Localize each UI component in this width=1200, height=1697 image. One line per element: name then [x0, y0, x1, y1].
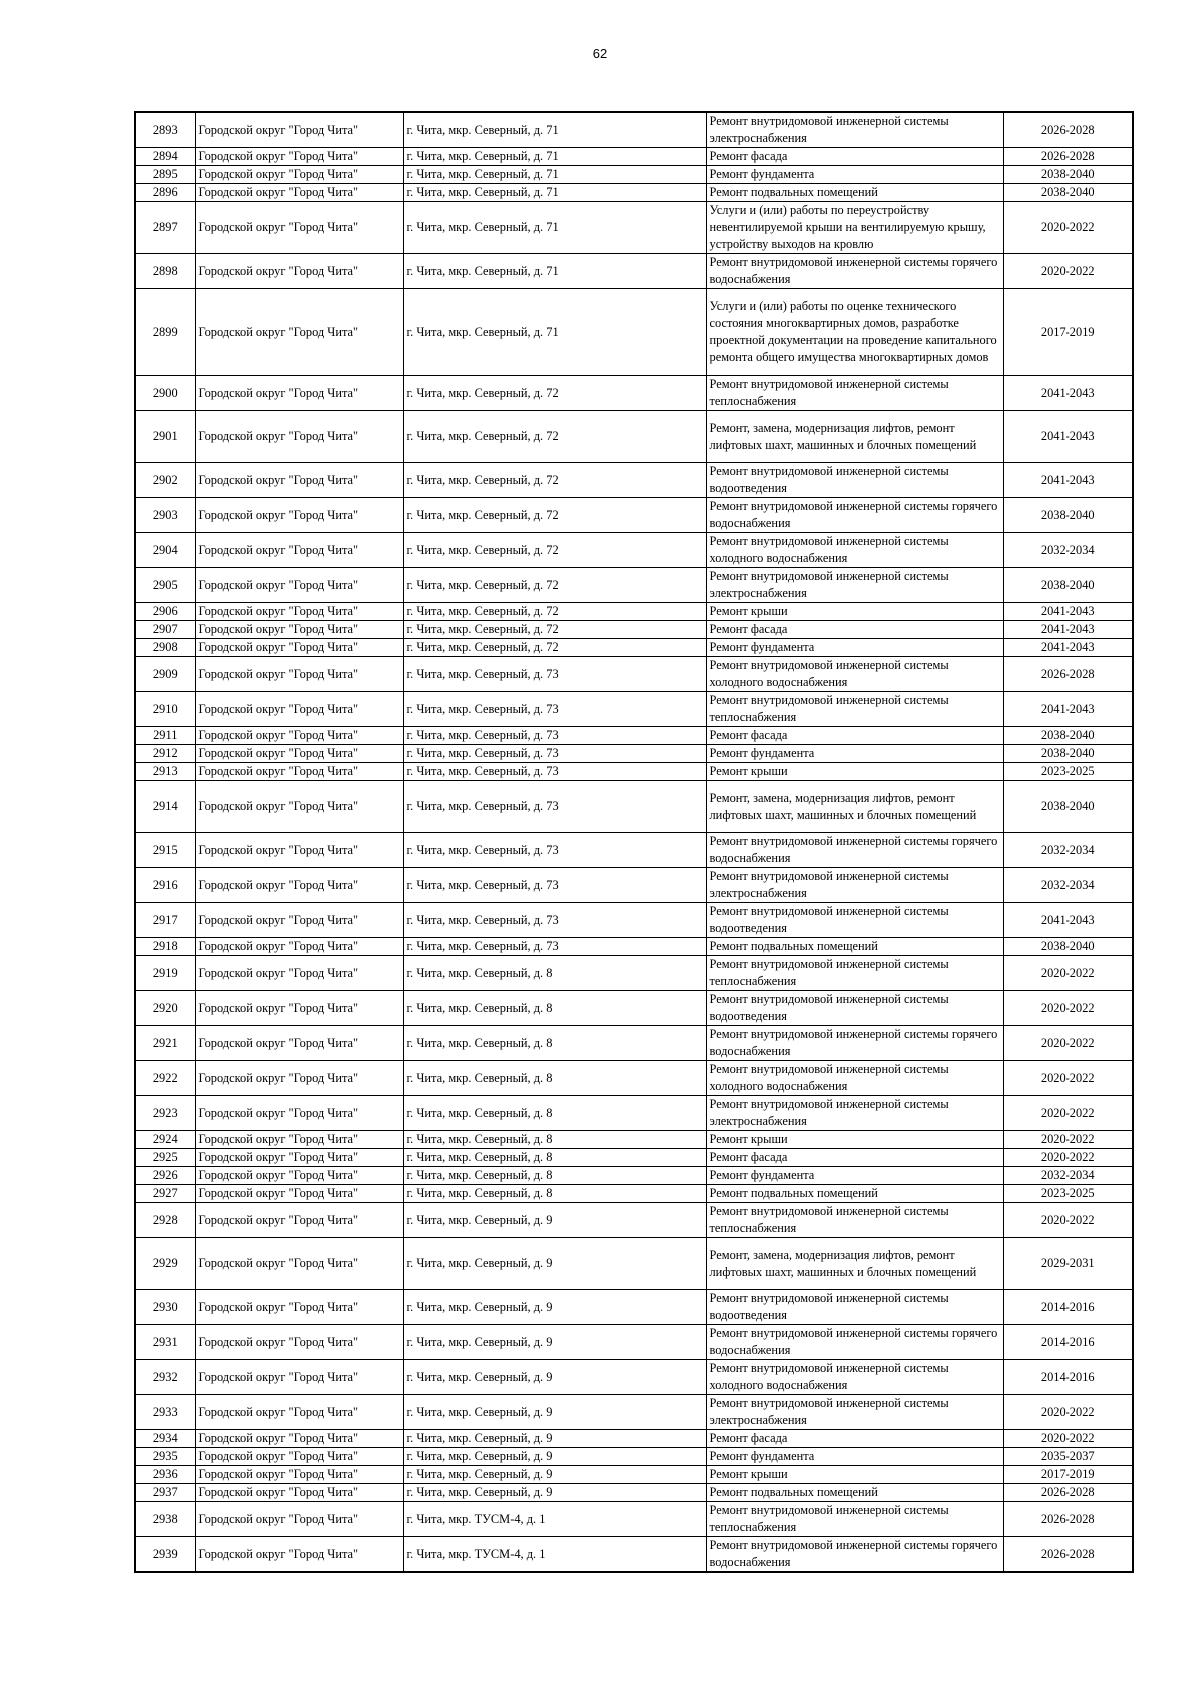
row-number: 2925	[135, 1149, 195, 1167]
period-cell: 2017-2019	[1003, 1466, 1133, 1484]
table-row	[135, 868, 1133, 903]
row-number: 2909	[135, 657, 195, 692]
row-number: 2920	[135, 991, 195, 1026]
period-cell: 2020-2022	[1003, 956, 1133, 991]
period-cell: 2038-2040	[1003, 498, 1133, 533]
work-type-cell: Ремонт, замена, модернизация лифтов, ремонт лифтовых шахт, машинных и блочных помещений	[706, 781, 1003, 833]
period-cell: 2014-2016	[1003, 1360, 1133, 1395]
work-type-cell: Ремонт внутридомовой инженерной системы водоотведения	[706, 463, 1003, 498]
table-row	[135, 1466, 1133, 1484]
district-cell: Городской округ "Город Чита"	[195, 289, 403, 376]
work-type-cell: Ремонт, замена, модернизация лифтов, ремонт лифтовых шахт, машинных и блочных помещений	[706, 1238, 1003, 1290]
period-cell: 2020-2022	[1003, 1061, 1133, 1096]
address-cell: г. Чита, мкр. Северный, д. 9	[403, 1290, 706, 1325]
work-type-cell: Ремонт внутридомовой инженерной системы теплоснабжения	[706, 692, 1003, 727]
period-cell: 2023-2025	[1003, 763, 1133, 781]
period-cell: 2038-2040	[1003, 781, 1133, 833]
row-number: 2928	[135, 1203, 195, 1238]
district-cell: Городской округ "Город Чита"	[195, 745, 403, 763]
address-cell: г. Чита, мкр. Северный, д. 9	[403, 1466, 706, 1484]
district-cell: Городской округ "Город Чита"	[195, 202, 403, 254]
work-type-cell: Ремонт внутридомовой инженерной системы электроснабжения	[706, 112, 1003, 148]
period-cell: 2026-2028	[1003, 1537, 1133, 1573]
address-cell: г. Чита, мкр. Северный, д. 72	[403, 639, 706, 657]
district-cell: Городской округ "Город Чита"	[195, 1203, 403, 1238]
address-cell: г. Чита, мкр. Северный, д. 9	[403, 1238, 706, 1290]
period-cell: 2041-2043	[1003, 621, 1133, 639]
address-cell: г. Чита, мкр. Северный, д. 73	[403, 745, 706, 763]
address-cell: г. Чита, мкр. Северный, д. 8	[403, 1185, 706, 1203]
row-number: 2902	[135, 463, 195, 498]
period-cell: 2029-2031	[1003, 1238, 1133, 1290]
work-type-cell: Ремонт фасада	[706, 1149, 1003, 1167]
table-row	[135, 1026, 1133, 1061]
row-number: 2911	[135, 727, 195, 745]
table-row	[135, 1430, 1133, 1448]
capital-repair-table	[134, 111, 1134, 1573]
work-type-cell: Ремонт внутридомовой инженерной системы горячего водоснабжения	[706, 254, 1003, 289]
period-cell: 2041-2043	[1003, 692, 1133, 727]
row-number: 2910	[135, 692, 195, 727]
table-row	[135, 1203, 1133, 1238]
table-row	[135, 202, 1133, 254]
period-cell: 2041-2043	[1003, 639, 1133, 657]
row-number: 2894	[135, 148, 195, 166]
table-row	[135, 903, 1133, 938]
table-row	[135, 657, 1133, 692]
table-row	[135, 1238, 1133, 1290]
table-row	[135, 1290, 1133, 1325]
row-number: 2926	[135, 1167, 195, 1185]
table-row	[135, 727, 1133, 745]
row-number: 2919	[135, 956, 195, 991]
work-type-cell: Ремонт подвальных помещений	[706, 1484, 1003, 1502]
district-cell: Городской округ "Город Чита"	[195, 991, 403, 1026]
period-cell: 2038-2040	[1003, 938, 1133, 956]
work-type-cell: Ремонт фасада	[706, 727, 1003, 745]
period-cell: 2020-2022	[1003, 1131, 1133, 1149]
district-cell: Городской округ "Город Чита"	[195, 781, 403, 833]
table-row	[135, 533, 1133, 568]
address-cell: г. Чита, мкр. Северный, д. 9	[403, 1325, 706, 1360]
work-type-cell: Ремонт внутридомовой инженерной системы электроснабжения	[706, 568, 1003, 603]
work-type-cell: Услуги и (или) работы по оценке технического состояния многоквартирных домов, разработке проектной документации на проведение капитального ремонта общего имущества многоквартирных домов	[706, 289, 1003, 376]
row-number: 2897	[135, 202, 195, 254]
table-row	[135, 166, 1133, 184]
district-cell: Городской округ "Город Чита"	[195, 376, 403, 411]
period-cell: 2032-2034	[1003, 833, 1133, 868]
period-cell: 2014-2016	[1003, 1325, 1133, 1360]
period-cell: 2038-2040	[1003, 184, 1133, 202]
period-cell: 2014-2016	[1003, 1290, 1133, 1325]
period-cell: 2020-2022	[1003, 1149, 1133, 1167]
district-cell: Городской округ "Город Чита"	[195, 411, 403, 463]
table-row	[135, 463, 1133, 498]
work-type-cell: Ремонт фасада	[706, 621, 1003, 639]
row-number: 2939	[135, 1537, 195, 1573]
row-number: 2899	[135, 289, 195, 376]
work-type-cell: Ремонт внутридомовой инженерной системы горячего водоснабжения	[706, 1325, 1003, 1360]
table-row	[135, 745, 1133, 763]
row-number: 2922	[135, 1061, 195, 1096]
address-cell: г. Чита, мкр. Северный, д. 72	[403, 498, 706, 533]
address-cell: г. Чита, мкр. Северный, д. 72	[403, 603, 706, 621]
period-cell: 2041-2043	[1003, 463, 1133, 498]
table-row	[135, 1502, 1133, 1537]
row-number: 2924	[135, 1131, 195, 1149]
table-row	[135, 148, 1133, 166]
table-row	[135, 639, 1133, 657]
address-cell: г. Чита, мкр. Северный, д. 8	[403, 1167, 706, 1185]
row-number: 2927	[135, 1185, 195, 1203]
district-cell: Городской округ "Город Чита"	[195, 727, 403, 745]
row-number: 2934	[135, 1430, 195, 1448]
row-number: 2905	[135, 568, 195, 603]
address-cell: г. Чита, мкр. Северный, д. 73	[403, 938, 706, 956]
table-row	[135, 184, 1133, 202]
table-row	[135, 781, 1133, 833]
district-cell: Городской округ "Город Чита"	[195, 1185, 403, 1203]
work-type-cell: Ремонт крыши	[706, 603, 1003, 621]
table-row	[135, 112, 1133, 148]
address-cell: г. Чита, мкр. Северный, д. 73	[403, 763, 706, 781]
district-cell: Городской округ "Город Чита"	[195, 1167, 403, 1185]
district-cell: Городской округ "Город Чита"	[195, 166, 403, 184]
district-cell: Городской округ "Город Чита"	[195, 1537, 403, 1573]
period-cell: 2020-2022	[1003, 1203, 1133, 1238]
work-type-cell: Ремонт внутридомовой инженерной системы горячего водоснабжения	[706, 833, 1003, 868]
work-type-cell: Ремонт крыши	[706, 1466, 1003, 1484]
address-cell: г. Чита, мкр. Северный, д. 8	[403, 956, 706, 991]
table-row	[135, 1096, 1133, 1131]
table-row	[135, 376, 1133, 411]
row-number: 2900	[135, 376, 195, 411]
table-row	[135, 1537, 1133, 1573]
work-type-cell: Ремонт внутридомовой инженерной системы холодного водоснабжения	[706, 1061, 1003, 1096]
work-type-cell: Услуги и (или) работы по переустройству невентилируемой крыши на вентилируемую крышу, устройству выходов на кровлю	[706, 202, 1003, 254]
period-cell: 2041-2043	[1003, 603, 1133, 621]
address-cell: г. Чита, мкр. Северный, д. 8	[403, 991, 706, 1026]
row-number: 2921	[135, 1026, 195, 1061]
table-row	[135, 498, 1133, 533]
address-cell: г. Чита, мкр. Северный, д. 71	[403, 202, 706, 254]
row-number: 2906	[135, 603, 195, 621]
table-row	[135, 692, 1133, 727]
table-row	[135, 1185, 1133, 1203]
address-cell: г. Чита, мкр. Северный, д. 71	[403, 148, 706, 166]
period-cell: 2020-2022	[1003, 254, 1133, 289]
work-type-cell: Ремонт внутридомовой инженерной системы водоотведения	[706, 1290, 1003, 1325]
row-number: 2923	[135, 1096, 195, 1131]
row-number: 2936	[135, 1466, 195, 1484]
address-cell: г. Чита, мкр. Северный, д. 71	[403, 184, 706, 202]
work-type-cell: Ремонт внутридомовой инженерной системы холодного водоснабжения	[706, 657, 1003, 692]
district-cell: Городской округ "Город Чита"	[195, 254, 403, 289]
work-type-cell: Ремонт фундамента	[706, 1167, 1003, 1185]
work-type-cell: Ремонт внутридомовой инженерной системы электроснабжения	[706, 1395, 1003, 1430]
table-row	[135, 411, 1133, 463]
district-cell: Городской округ "Город Чита"	[195, 692, 403, 727]
district-cell: Городской округ "Город Чита"	[195, 639, 403, 657]
row-number: 2930	[135, 1290, 195, 1325]
period-cell: 2017-2019	[1003, 289, 1133, 376]
period-cell: 2026-2028	[1003, 657, 1133, 692]
work-type-cell: Ремонт внутридомовой инженерной системы холодного водоснабжения	[706, 533, 1003, 568]
table-row	[135, 1448, 1133, 1466]
address-cell: г. Чита, мкр. Северный, д. 73	[403, 781, 706, 833]
work-type-cell: Ремонт внутридомовой инженерной системы холодного водоснабжения	[706, 1360, 1003, 1395]
district-cell: Городской округ "Город Чита"	[195, 568, 403, 603]
work-type-cell: Ремонт подвальных помещений	[706, 184, 1003, 202]
period-cell: 2038-2040	[1003, 568, 1133, 603]
period-cell: 2041-2043	[1003, 411, 1133, 463]
district-cell: Городской округ "Город Чита"	[195, 763, 403, 781]
address-cell: г. Чита, мкр. Северный, д. 73	[403, 903, 706, 938]
work-type-cell: Ремонт внутридомовой инженерной системы водоотведения	[706, 903, 1003, 938]
work-type-cell: Ремонт фундамента	[706, 639, 1003, 657]
address-cell: г. Чита, мкр. Северный, д. 8	[403, 1131, 706, 1149]
period-cell: 2020-2022	[1003, 1096, 1133, 1131]
table-row	[135, 621, 1133, 639]
work-type-cell: Ремонт фундамента	[706, 745, 1003, 763]
work-type-cell: Ремонт внутридомовой инженерной системы водоотведения	[706, 991, 1003, 1026]
district-cell: Городской округ "Город Чита"	[195, 1096, 403, 1131]
table-row	[135, 1149, 1133, 1167]
table-row	[135, 1167, 1133, 1185]
address-cell: г. Чита, мкр. Северный, д. 72	[403, 568, 706, 603]
table-row	[135, 1325, 1133, 1360]
work-type-cell: Ремонт внутридомовой инженерной системы горячего водоснабжения	[706, 498, 1003, 533]
table-row	[135, 1395, 1133, 1430]
table-row	[135, 833, 1133, 868]
period-cell: 2026-2028	[1003, 1502, 1133, 1537]
address-cell: г. Чита, мкр. Северный, д. 8	[403, 1026, 706, 1061]
row-number: 2931	[135, 1325, 195, 1360]
work-type-cell: Ремонт фундамента	[706, 166, 1003, 184]
table-row	[135, 289, 1133, 376]
address-cell: г. Чита, мкр. Северный, д. 73	[403, 727, 706, 745]
period-cell: 2020-2022	[1003, 202, 1133, 254]
row-number: 2893	[135, 112, 195, 148]
table-row	[135, 956, 1133, 991]
table-row	[135, 1061, 1133, 1096]
work-type-cell: Ремонт крыши	[706, 1131, 1003, 1149]
address-cell: г. Чита, мкр. Северный, д. 71	[403, 166, 706, 184]
work-type-cell: Ремонт фасада	[706, 1430, 1003, 1448]
table-row	[135, 938, 1133, 956]
period-cell: 2041-2043	[1003, 376, 1133, 411]
address-cell: г. Чита, мкр. Северный, д. 8	[403, 1096, 706, 1131]
district-cell: Городской округ "Город Чита"	[195, 833, 403, 868]
address-cell: г. Чита, мкр. Северный, д. 9	[403, 1395, 706, 1430]
table-row	[135, 568, 1133, 603]
address-cell: г. Чита, мкр. Северный, д. 72	[403, 533, 706, 568]
table-row	[135, 991, 1133, 1026]
address-cell: г. Чита, мкр. Северный, д. 72	[403, 463, 706, 498]
district-cell: Городской округ "Город Чита"	[195, 1325, 403, 1360]
address-cell: г. Чита, мкр. Северный, д. 72	[403, 411, 706, 463]
row-number: 2895	[135, 166, 195, 184]
address-cell: г. Чита, мкр. ТУСМ-4, д. 1	[403, 1537, 706, 1573]
address-cell: г. Чита, мкр. Северный, д. 72	[403, 621, 706, 639]
row-number: 2929	[135, 1238, 195, 1290]
district-cell: Городской округ "Город Чита"	[195, 657, 403, 692]
table-row	[135, 1360, 1133, 1395]
period-cell: 2020-2022	[1003, 1395, 1133, 1430]
table-row	[135, 254, 1133, 289]
district-cell: Городской округ "Город Чита"	[195, 1466, 403, 1484]
period-cell: 2026-2028	[1003, 148, 1133, 166]
row-number: 2915	[135, 833, 195, 868]
address-cell: г. Чита, мкр. Северный, д. 9	[403, 1448, 706, 1466]
period-cell: 2032-2034	[1003, 868, 1133, 903]
row-number: 2903	[135, 498, 195, 533]
district-cell: Городской округ "Город Чита"	[195, 148, 403, 166]
row-number: 2938	[135, 1502, 195, 1537]
district-cell: Городской округ "Город Чита"	[195, 184, 403, 202]
period-cell: 2032-2034	[1003, 533, 1133, 568]
work-type-cell: Ремонт крыши	[706, 763, 1003, 781]
address-cell: г. Чита, мкр. Северный, д. 71	[403, 112, 706, 148]
row-number: 2896	[135, 184, 195, 202]
address-cell: г. Чита, мкр. Северный, д. 9	[403, 1484, 706, 1502]
district-cell: Городской округ "Город Чита"	[195, 1448, 403, 1466]
work-type-cell: Ремонт внутридомовой инженерной системы горячего водоснабжения	[706, 1537, 1003, 1573]
work-type-cell: Ремонт подвальных помещений	[706, 1185, 1003, 1203]
period-cell: 2041-2043	[1003, 903, 1133, 938]
period-cell: 2026-2028	[1003, 1484, 1133, 1502]
address-cell: г. Чита, мкр. ТУСМ-4, д. 1	[403, 1502, 706, 1537]
district-cell: Городской округ "Город Чита"	[195, 903, 403, 938]
row-number: 2904	[135, 533, 195, 568]
address-cell: г. Чита, мкр. Северный, д. 72	[403, 376, 706, 411]
district-cell: Городской округ "Город Чита"	[195, 1290, 403, 1325]
address-cell: г. Чита, мкр. Северный, д. 73	[403, 692, 706, 727]
row-number: 2908	[135, 639, 195, 657]
row-number: 2901	[135, 411, 195, 463]
work-type-cell: Ремонт фасада	[706, 148, 1003, 166]
page-number: 62	[592, 46, 608, 61]
table-row	[135, 1484, 1133, 1502]
district-cell: Городской округ "Город Чита"	[195, 1360, 403, 1395]
work-type-cell: Ремонт внутридомовой инженерной системы электроснабжения	[706, 1096, 1003, 1131]
period-cell: 2038-2040	[1003, 166, 1133, 184]
address-cell: г. Чита, мкр. Северный, д. 9	[403, 1360, 706, 1395]
row-number: 2913	[135, 763, 195, 781]
row-number: 2912	[135, 745, 195, 763]
period-cell: 2020-2022	[1003, 991, 1133, 1026]
district-cell: Городской округ "Город Чита"	[195, 463, 403, 498]
work-type-cell: Ремонт внутридомовой инженерной системы теплоснабжения	[706, 1203, 1003, 1238]
address-cell: г. Чита, мкр. Северный, д. 9	[403, 1203, 706, 1238]
district-cell: Городской округ "Город Чита"	[195, 498, 403, 533]
row-number: 2917	[135, 903, 195, 938]
district-cell: Городской округ "Город Чита"	[195, 621, 403, 639]
address-cell: г. Чита, мкр. Северный, д. 73	[403, 833, 706, 868]
row-number: 2914	[135, 781, 195, 833]
address-cell: г. Чита, мкр. Северный, д. 73	[403, 657, 706, 692]
row-number: 2898	[135, 254, 195, 289]
address-cell: г. Чита, мкр. Северный, д. 71	[403, 289, 706, 376]
row-number: 2907	[135, 621, 195, 639]
address-cell: г. Чита, мкр. Северный, д. 71	[403, 254, 706, 289]
period-cell: 2023-2025	[1003, 1185, 1133, 1203]
period-cell: 2020-2022	[1003, 1026, 1133, 1061]
row-number: 2933	[135, 1395, 195, 1430]
district-cell: Городской округ "Город Чита"	[195, 1149, 403, 1167]
district-cell: Городской округ "Город Чита"	[195, 603, 403, 621]
row-number: 2937	[135, 1484, 195, 1502]
period-cell: 2038-2040	[1003, 745, 1133, 763]
table-row	[135, 1131, 1133, 1149]
district-cell: Городской округ "Город Чита"	[195, 938, 403, 956]
work-type-cell: Ремонт внутридомовой инженерной системы теплоснабжения	[706, 956, 1003, 991]
work-type-cell: Ремонт, замена, модернизация лифтов, ремонт лифтовых шахт, машинных и блочных помещений	[706, 411, 1003, 463]
row-number: 2916	[135, 868, 195, 903]
row-number: 2932	[135, 1360, 195, 1395]
district-cell: Городской округ "Город Чита"	[195, 1430, 403, 1448]
district-cell: Городской округ "Город Чита"	[195, 956, 403, 991]
work-type-cell: Ремонт внутридомовой инженерной системы электроснабжения	[706, 868, 1003, 903]
table-row	[135, 763, 1133, 781]
work-type-cell: Ремонт фундамента	[706, 1448, 1003, 1466]
work-type-cell: Ремонт внутридомовой инженерной системы теплоснабжения	[706, 1502, 1003, 1537]
district-cell: Городской округ "Город Чита"	[195, 1061, 403, 1096]
district-cell: Городской округ "Город Чита"	[195, 1395, 403, 1430]
district-cell: Городской округ "Город Чита"	[195, 1484, 403, 1502]
address-cell: г. Чита, мкр. Северный, д. 8	[403, 1149, 706, 1167]
work-type-cell: Ремонт подвальных помещений	[706, 938, 1003, 956]
district-cell: Городской округ "Город Чита"	[195, 112, 403, 148]
district-cell: Городской округ "Город Чита"	[195, 1131, 403, 1149]
period-cell: 2035-2037	[1003, 1448, 1133, 1466]
district-cell: Городской округ "Город Чита"	[195, 1238, 403, 1290]
address-cell: г. Чита, мкр. Северный, д. 9	[403, 1430, 706, 1448]
period-cell: 2038-2040	[1003, 727, 1133, 745]
period-cell: 2032-2034	[1003, 1167, 1133, 1185]
district-cell: Городской округ "Город Чита"	[195, 1502, 403, 1537]
period-cell: 2026-2028	[1003, 112, 1133, 148]
period-cell: 2020-2022	[1003, 1430, 1133, 1448]
table-row	[135, 603, 1133, 621]
table-body	[135, 112, 1133, 1572]
row-number: 2918	[135, 938, 195, 956]
row-number: 2935	[135, 1448, 195, 1466]
district-cell: Городской округ "Город Чита"	[195, 868, 403, 903]
district-cell: Городской округ "Город Чита"	[195, 1026, 403, 1061]
work-type-cell: Ремонт внутридомовой инженерной системы теплоснабжения	[706, 376, 1003, 411]
address-cell: г. Чита, мкр. Северный, д. 8	[403, 1061, 706, 1096]
district-cell: Городской округ "Город Чита"	[195, 533, 403, 568]
work-type-cell: Ремонт внутридомовой инженерной системы горячего водоснабжения	[706, 1026, 1003, 1061]
address-cell: г. Чита, мкр. Северный, д. 73	[403, 868, 706, 903]
